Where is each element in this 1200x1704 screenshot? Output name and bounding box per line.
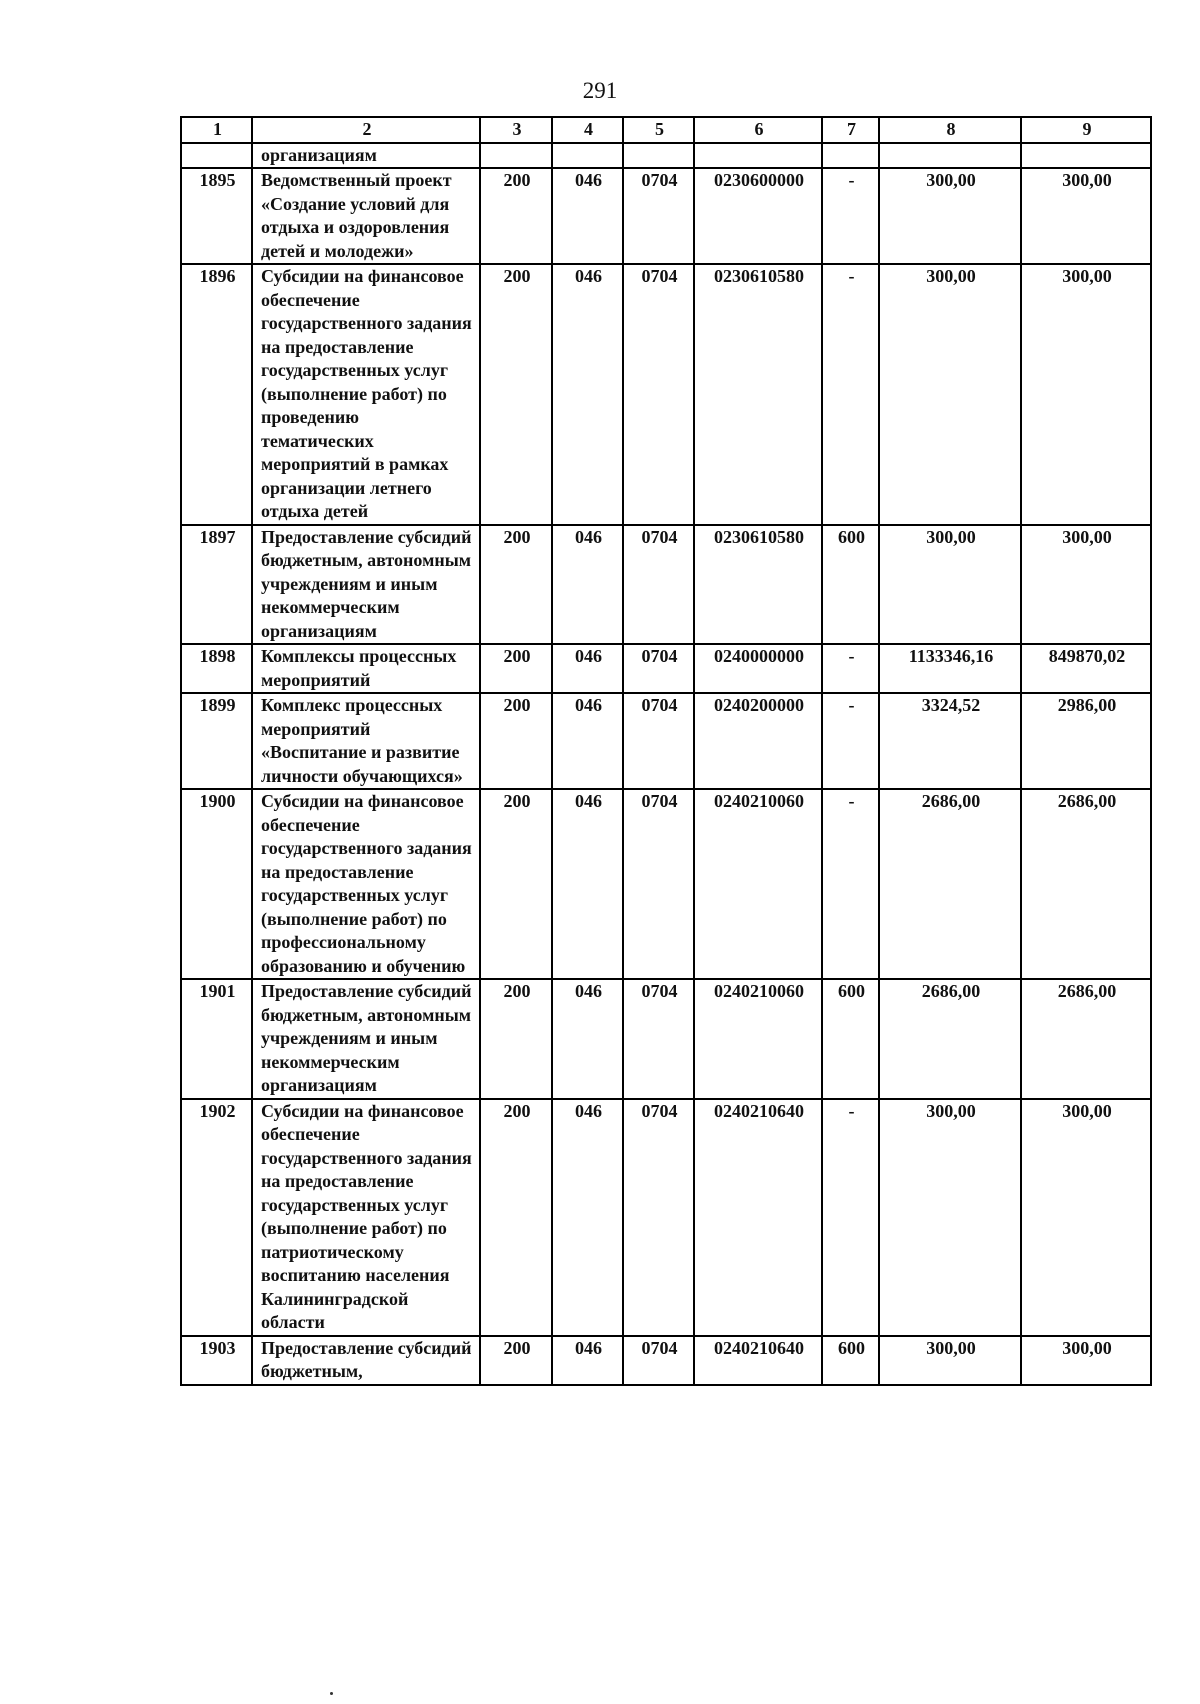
row-name-cell: Предоставление субсидий бюджетным, автономным учреждениям и иным некоммерческим организациям xyxy=(252,525,480,645)
code-7-cell: - xyxy=(822,168,879,264)
stray-mark xyxy=(330,1692,333,1695)
amount-9-cell: 300,00 xyxy=(1021,525,1151,645)
code-5-cell: 0704 xyxy=(623,525,694,645)
row-name-cell: Комплекс процессных мероприятий «Воспитание и развитие личности обучающихся» xyxy=(252,693,480,789)
table-row xyxy=(181,789,1151,979)
code-6-cell: 0240210640 xyxy=(694,1336,822,1385)
table-row xyxy=(181,143,1151,169)
row-number-cell: 1898 xyxy=(181,644,252,693)
code-6-cell: 0230600000 xyxy=(694,168,822,264)
row-number-cell: 1899 xyxy=(181,693,252,789)
code-4-cell: 046 xyxy=(552,168,623,264)
code-6-cell: 0240210060 xyxy=(694,789,822,979)
code-3-cell: 200 xyxy=(480,168,552,264)
header-cell: 6 xyxy=(694,117,822,143)
row-number-cell: 1903 xyxy=(181,1336,252,1385)
code-5-cell: 0704 xyxy=(623,693,694,789)
code-3-cell: 200 xyxy=(480,1336,552,1385)
row-number-cell: 1901 xyxy=(181,979,252,1099)
code-4-cell xyxy=(552,143,623,169)
code-5-cell: 0704 xyxy=(623,979,694,1099)
amount-8-cell: 300,00 xyxy=(879,264,1021,525)
code-7-cell: 600 xyxy=(822,525,879,645)
code-7-cell: - xyxy=(822,264,879,525)
table-row xyxy=(181,1336,1151,1385)
header-row xyxy=(181,117,1151,143)
code-3-cell: 200 xyxy=(480,264,552,525)
page-number: 291 xyxy=(582,78,618,103)
code-6-cell: 0240000000 xyxy=(694,644,822,693)
row-number-cell: 1900 xyxy=(181,789,252,979)
row-number-cell: 1897 xyxy=(181,525,252,645)
amount-9-cell: 2686,00 xyxy=(1021,789,1151,979)
code-6-cell: 0240200000 xyxy=(694,693,822,789)
code-6-cell: 0230610580 xyxy=(694,525,822,645)
row-name-cell: Предоставление субсидий бюджетным, автономным учреждениям и иным некоммерческим организациям xyxy=(252,979,480,1099)
code-4-cell: 046 xyxy=(552,979,623,1099)
row-name-cell: Предоставление субсидий бюджетным, xyxy=(252,1336,480,1385)
amount-8-cell: 3324,52 xyxy=(879,693,1021,789)
code-5-cell: 0704 xyxy=(623,1336,694,1385)
code-3-cell: 200 xyxy=(480,693,552,789)
code-5-cell: 0704 xyxy=(623,789,694,979)
table-row xyxy=(181,693,1151,789)
amount-8-cell xyxy=(879,143,1021,169)
amount-9-cell: 300,00 xyxy=(1021,1336,1151,1385)
code-4-cell: 046 xyxy=(552,644,623,693)
code-4-cell: 046 xyxy=(552,693,623,789)
code-4-cell: 046 xyxy=(552,1099,623,1336)
budget-table xyxy=(180,116,1152,1386)
code-7-cell: - xyxy=(822,644,879,693)
row-number-cell: 1895 xyxy=(181,168,252,264)
amount-9-cell: 300,00 xyxy=(1021,1099,1151,1336)
amount-9-cell: 300,00 xyxy=(1021,264,1151,525)
code-3-cell: 200 xyxy=(480,644,552,693)
code-5-cell: 0704 xyxy=(623,264,694,525)
code-3-cell xyxy=(480,143,552,169)
code-7-cell: 600 xyxy=(822,979,879,1099)
table-row xyxy=(181,1099,1151,1336)
row-name-cell: Ведомственный проект «Создание условий для отдыха и оздоровления детей и молодежи» xyxy=(252,168,480,264)
header-cell: 9 xyxy=(1021,117,1151,143)
code-5-cell: 0704 xyxy=(623,168,694,264)
code-5-cell xyxy=(623,143,694,169)
amount-8-cell: 2686,00 xyxy=(879,979,1021,1099)
code-4-cell: 046 xyxy=(552,789,623,979)
code-7-cell: - xyxy=(822,789,879,979)
code-6-cell: 0240210060 xyxy=(694,979,822,1099)
code-7-cell xyxy=(822,143,879,169)
row-name-cell: Субсидии на финансовое обеспечение государственного задания на предоставление государственных услуг (выполнение работ) по профессиональному образованию и обучению xyxy=(252,789,480,979)
header-cell: 4 xyxy=(552,117,623,143)
header-cell: 5 xyxy=(623,117,694,143)
code-3-cell: 200 xyxy=(480,979,552,1099)
row-number-cell: 1896 xyxy=(181,264,252,525)
row-name-cell: Комплексы процессных мероприятий xyxy=(252,644,480,693)
code-7-cell: - xyxy=(822,693,879,789)
header-cell: 3 xyxy=(480,117,552,143)
row-name-cell: организациям xyxy=(252,143,480,169)
row-number-cell xyxy=(181,143,252,169)
code-4-cell: 046 xyxy=(552,264,623,525)
header-cell: 7 xyxy=(822,117,879,143)
amount-8-cell: 300,00 xyxy=(879,1336,1021,1385)
header-cell: 1 xyxy=(181,117,252,143)
code-6-cell: 0240210640 xyxy=(694,1099,822,1336)
amount-9-cell: 300,00 xyxy=(1021,168,1151,264)
header-cell: 2 xyxy=(252,117,480,143)
code-4-cell: 046 xyxy=(552,525,623,645)
code-3-cell: 200 xyxy=(480,789,552,979)
header-cell: 8 xyxy=(879,117,1021,143)
code-3-cell: 200 xyxy=(480,525,552,645)
amount-8-cell: 300,00 xyxy=(879,1099,1021,1336)
code-5-cell: 0704 xyxy=(623,1099,694,1336)
row-number-cell: 1902 xyxy=(181,1099,252,1336)
table-row xyxy=(181,168,1151,264)
row-name-cell: Субсидии на финансовое обеспечение государственного задания на предоставление государственных услуг (выполнение работ) по патриотическому воспитанию населения Калининградской области xyxy=(252,1099,480,1336)
amount-8-cell: 300,00 xyxy=(879,525,1021,645)
amount-8-cell: 1133346,16 xyxy=(879,644,1021,693)
table-row xyxy=(181,644,1151,693)
code-6-cell xyxy=(694,143,822,169)
code-3-cell: 200 xyxy=(480,1099,552,1336)
amount-9-cell: 2686,00 xyxy=(1021,979,1151,1099)
code-7-cell: - xyxy=(822,1099,879,1336)
code-7-cell: 600 xyxy=(822,1336,879,1385)
table-row xyxy=(181,264,1151,525)
amount-8-cell: 2686,00 xyxy=(879,789,1021,979)
table-row xyxy=(181,979,1151,1099)
table-row xyxy=(181,525,1151,645)
amount-9-cell: 2986,00 xyxy=(1021,693,1151,789)
code-4-cell: 046 xyxy=(552,1336,623,1385)
code-5-cell: 0704 xyxy=(623,644,694,693)
amount-8-cell: 300,00 xyxy=(879,168,1021,264)
row-name-cell: Субсидии на финансовое обеспечение государственного задания на предоставление государственных услуг (выполнение работ) по проведению тематических мероприятий в рамках организации летнего отдыха детей xyxy=(252,264,480,525)
amount-9-cell: 849870,02 xyxy=(1021,644,1151,693)
code-6-cell: 0230610580 xyxy=(694,264,822,525)
amount-9-cell xyxy=(1021,143,1151,169)
